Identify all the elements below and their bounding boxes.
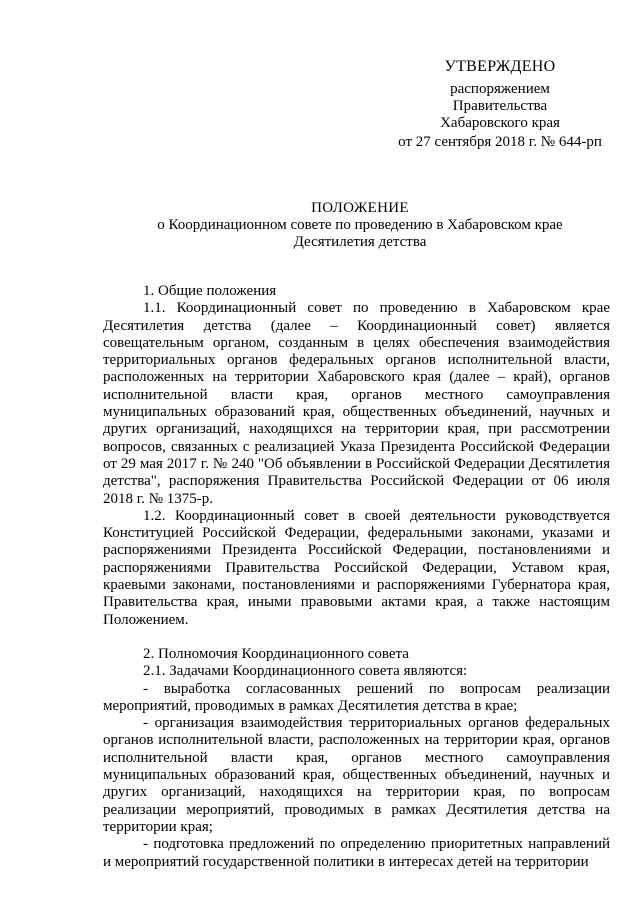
- bullet-3: - подготовка предложений по определению приоритетных направлений и мероприятий государственной политики в интересах детей на территории: [103, 836, 610, 870]
- paragraph-1-2: 1.2. Координационный совет в своей деятельности руководствуется Конституцией Российской Федерации, федеральными законами, указами и распоряжениями Президента Российской Федерации, постановлениями и распоряжениями Правительства Российской Федерации, Уставом края, краевыми законами, постановлениями и распоряжениями Губернатора края, Правительства края, иными правовыми актами края, а также настоящим Положением.: [103, 507, 610, 628]
- title-heading: ПОЛОЖЕНИЕ: [311, 200, 409, 216]
- section-2-heading: 2. Полномочия Координационного совета: [143, 645, 409, 662]
- bullet-1: - выработка согласованных решений по вопросам реализации мероприятий, проводимых в рамках Десятилетия детства в крае;: [103, 680, 610, 714]
- approval-line-4: от 27 сентября 2018 г. № 644-рп: [398, 134, 602, 150]
- bullet-2: - организация взаимодействия территориальных органов федеральных органов исполнительной власти, расположенных на территории края, органов исполнительной власти края, органов местного самоуправления муниципальных образований края, общественных объединений, научных и других организаций, находящихся на территории края, по вопросам реализации мероприятий, проводимых в рамках Десятилетия детства на территории края;: [103, 715, 610, 835]
- paragraph-2-1: 2.1. Задачами Координационного совета являются:: [143, 663, 468, 680]
- title-line-2: Десятилетия детства: [293, 234, 427, 250]
- document-body: [103, 283, 610, 871]
- section-1-heading: 1. Общие положения: [143, 283, 277, 299]
- approval-heading: УТВЕРЖДЕНО: [444, 58, 556, 75]
- spacer: [103, 629, 610, 646]
- approval-line-2: Правительства: [452, 98, 548, 114]
- title-line-1: о Координационном совете по проведению в Хабаровском крае: [157, 217, 563, 233]
- approval-line-3: Хабаровского края: [440, 115, 560, 131]
- approval-stamp: [380, 58, 620, 151]
- approval-line-1: распоряжением: [450, 81, 550, 97]
- document-title: [110, 200, 610, 251]
- paragraph-1-1: 1.1. Координационный совет по проведению в Хабаровском крае Десятилетия детства (далее – Координационный совет) является совещательным органом, созданным в целях обеспечения взаимодействия территориальных органов федеральных органов исполнительной власти, расположенных на территории Хабаровского края (далее – край), органов исполнительной власти края, органов местного самоуправления муниципальных образований края, общественных объединений, научных и других организаций, находящихся на территории края, при рассмотрении вопросов, связанных с реализацией Указа Президента Российской Федерации от 29 мая 2017 г. № 240 "Об объявлении в Российской Федерации Десятилетия детства", распоряжения Правительства Российской Федерации от 06 июля 2018 г. № 1375-р.: [103, 300, 610, 507]
